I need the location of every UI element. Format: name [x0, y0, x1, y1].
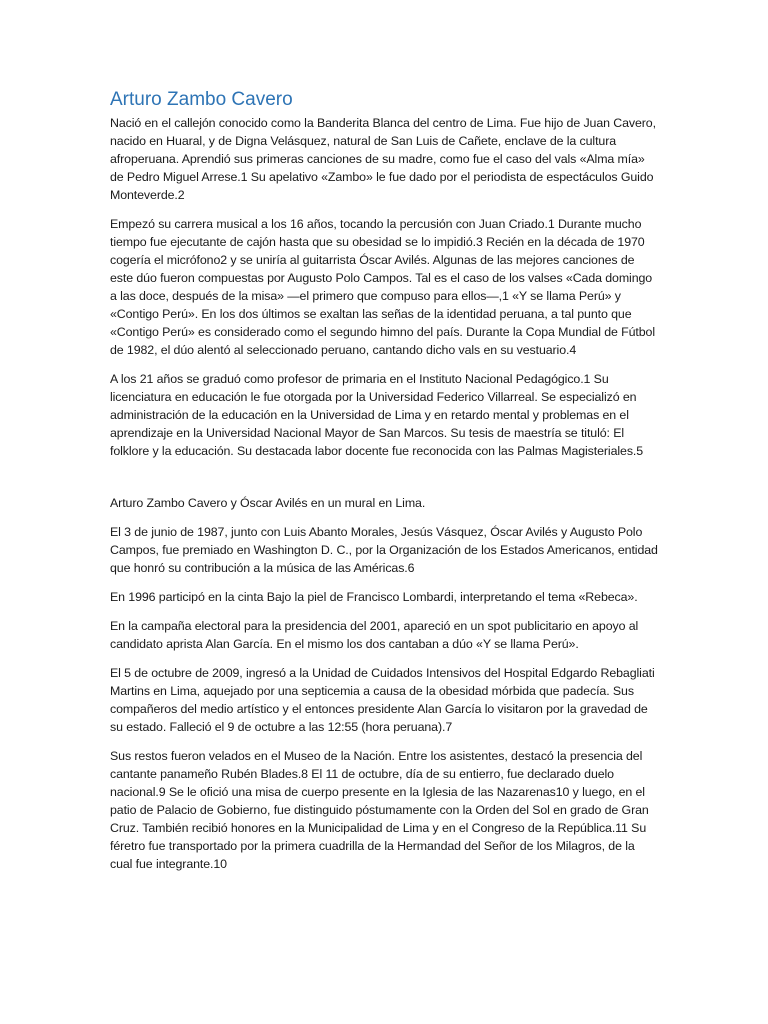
paragraph-award: El 3 de junio de 1987, junto con Luis Abanto Morales, Jesús Vásquez, Óscar Avilés y Augusto Polo Campos, fue premiado en Washington D. C., por la Organización de los Estados Americanos, entidad que honró su contribución a la música de las Américas.6 — [110, 525, 658, 575]
document-page — [110, 88, 658, 884]
paragraph-campaign: En la campaña electoral para la presidencia del 2001, apareció en un spot publicitario en apoyo al candidato aprista Alan García. En el mismo los dos cantaban a dúo «Y se llama Perú». — [110, 619, 639, 651]
paragraph-education: A los 21 años se graduó como profesor de primaria en el Instituto Nacional Pedagógico.1 Su licenciatura en educación le fue otorgada por la Universidad Federico Villarreal. Se especializó en administración de la educación en la Universidad de Lima y en retardo mental y problemas en el aprendizaje en la Universidad Nacional Mayor de San Marcos. Su tesis de maestría se tituló: El folklore y la educación. Su destacada labor docente fue reconocida con las Palmas Magisteriales.5 — [110, 372, 644, 458]
page-title: Arturo Zambo Cavero — [110, 89, 293, 110]
paragraph-hospital: El 5 de octubre de 2009, ingresó a la Unidad de Cuidados Intensivos del Hospital Edgardo Rebagliati Martins en Lima, aquejado por una septicemia a causa de la obesidad mórbida que padecía. Sus compañeros del medio artístico y el entonces presidente Alan García lo visitaron por la gravedad de su estado. Falleció el 9 de octubre a las 12:55 (hora peruana).7 — [110, 666, 655, 734]
paragraph-film: En 1996 participó en la cinta Bajo la piel de Francisco Lombardi, interpretando el tema «Rebeca». — [110, 590, 638, 604]
paragraph-early-life: Nació en el callejón conocido como la Banderita Blanca del centro de Lima. Fue hijo de Juan Cavero, nacido en Huaral, y de Digna Velásquez, natural de San Luis de Cañete, enclave de la cultura afroperuana. Aprendió sus primeras canciones de su madre, como fue el caso del vals «Alma mía» de Pedro Miguel Arrese.1 Su apelativo «Zambo» le fue dado por el periodista de espectáculos Guido Monteverde.2 — [110, 116, 656, 202]
paragraph-career: Empezó su carrera musical a los 16 años, tocando la percusión con Juan Criado.1 Durante mucho tiempo fue ejecutante de cajón hasta que su obesidad se lo impidió.3 Recién en la década de 1970 cogería el micrófono2 y se uniría al guitarrista Óscar Avilés. Algunas de las mejores canciones de este dúo fueron compuestas por Augusto Polo Campos. Tal es el caso de los valses «Cada domingo a las doce, después de la misa» —el primero que compuso para ellos—,1 «Y se llama Perú» y «Contigo Perú». En los dos últimos se exaltan las señas de la identidad peruana, a tal punto que «Contigo Perú» es considerado como el segundo himno del país. Durante la Copa Mundial de Fútbol de 1982, el dúo alentó al seleccionado peruano, cantando dicho vals en su vestuario.4 — [110, 217, 655, 357]
image-caption: Arturo Zambo Cavero y Óscar Avilés en un mural en Lima. — [110, 496, 426, 510]
paragraph-funeral: Sus restos fueron velados en el Museo de la Nación. Entre los asistentes, destacó la presencia del cantante panameño Rubén Blades.8 El 11 de octubre, día de su entierro, fue declarado duelo nacional.9 Se le ofició una misa de cuerpo presente en la Iglesia de las Nazarenas10 y luego, en el patio de Palacio de Gobierno, fue distinguido póstumamente con la Orden del Sol en grado de Gran Cruz. También recibió honores en la Municipalidad de Lima y en el Congreso de la República.11 Su féretro fue transportado por la primera cuadrilla de la Hermandad del Señor de los Milagros, de la cual fue integrante.10 — [110, 749, 649, 871]
image-placeholder-gap — [110, 471, 658, 494]
